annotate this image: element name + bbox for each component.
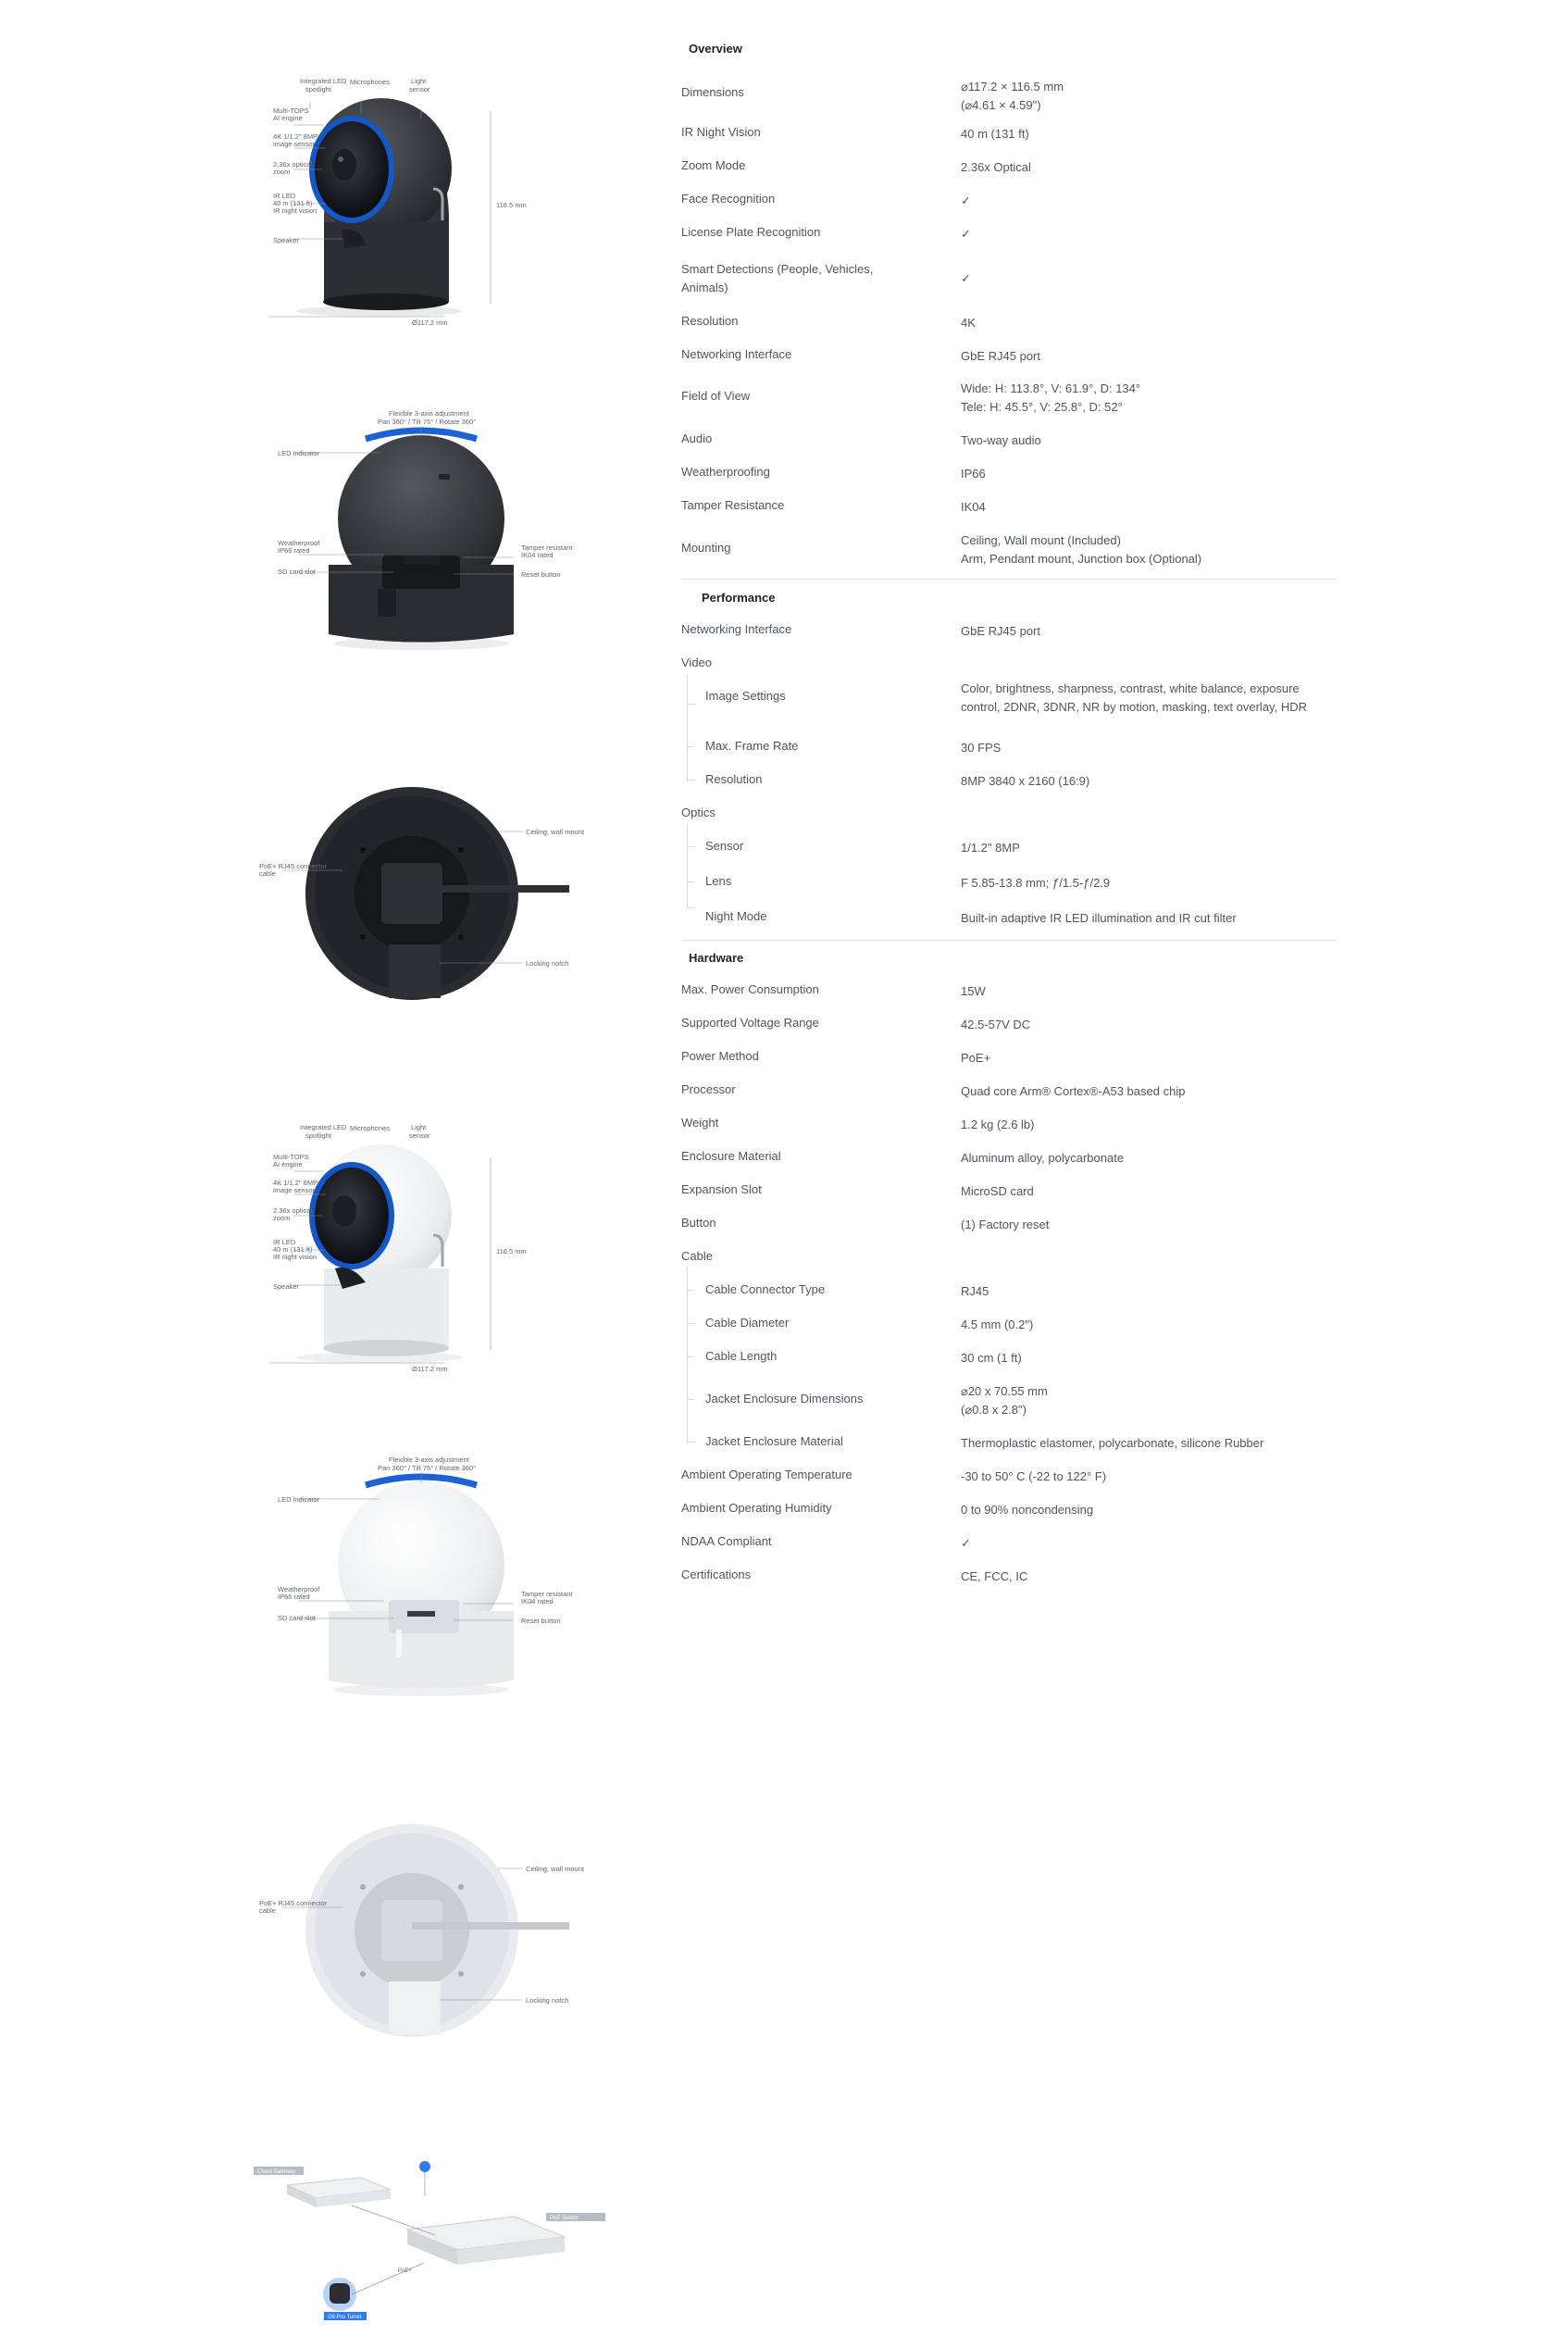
topology-gateway-label: Cloud Gateway [257,2169,296,2175]
label-locking-notch: Locking notch [526,959,569,968]
topology-camera-label: G6 Pro Turret [328,2315,362,2320]
section-title-performance: Performance [702,591,776,605]
label-light-sensor: Light [411,77,427,85]
svg-text:Speaker: Speaker [273,1282,299,1291]
svg-text:Microphones: Microphones [350,1124,390,1132]
video-tree-line [687,674,688,780]
svg-text:Pan 360° / Tilt 75° / Rotate 3: Pan 360° / Tilt 75° / Rotate 360° [378,418,477,426]
section-title-hardware: Hardware [689,951,744,965]
network-topology-figure [250,2157,620,2324]
svg-text:Ø117.2 mm: Ø117.2 mm [412,1365,448,1373]
svg-text:Pan 360° / Tilt 75° / Rotate 3: Pan 360° / Tilt 75° / Rotate 360° [378,1464,477,1472]
dark-camera-back-figure [259,409,574,657]
svg-text:Light: Light [411,1123,427,1131]
section-divider [681,579,1337,580]
label-height: 116.5 mm [496,201,527,209]
svg-text:116.5 mm: 116.5 mm [496,1247,527,1255]
svg-text:spotlight: spotlight [305,1131,331,1140]
label-led-spotlight: Integrated LED [300,77,347,85]
svg-text:IP66 rated: IP66 rated [278,1593,310,1601]
svg-text:sensor: sensor [409,85,430,94]
svg-text:Ceiling, wall mount: Ceiling, wall mount [526,1865,584,1873]
svg-text:sensor: sensor [409,1131,430,1140]
topology-switch-label: PoE Switch [550,2216,579,2221]
svg-text:4K 1/1.2" 8MP: 4K 1/1.2" 8MP [273,1179,318,1187]
svg-text:Tamper resistant: Tamper resistant [521,1590,573,1598]
label-weatherproof: Weatherproof [278,539,320,547]
dark-camera-front-figure [259,65,574,327]
svg-text:40 m (131 ft): 40 m (131 ft) [273,1245,313,1254]
svg-text:Multi-TOPS: Multi-TOPS [273,1153,309,1161]
svg-text:cable: cable [259,1906,276,1915]
svg-text:Integrated LED: Integrated LED [300,1123,347,1131]
dark-camera-bottom-figure [250,778,583,1018]
svg-text:SD card slot: SD card slot [278,1614,316,1622]
svg-text:zoom: zoom [273,168,291,176]
white-camera-bottom-figure [250,1815,583,2055]
svg-text:40 m (131 ft): 40 m (131 ft) [273,199,313,207]
topology-port-label: PoE+ [398,2268,412,2274]
svg-text:Flexible 3-axis adjustment: Flexible 3-axis adjustment [389,1455,469,1464]
optics-tree-line [687,824,688,907]
svg-text:IR night vision: IR night vision [273,1253,317,1261]
label-speaker: Speaker [273,236,299,244]
label-ceiling-mount: Ceiling, wall mount [526,828,584,836]
svg-text:IR night vision: IR night vision [273,206,317,215]
white-camera-back-figure [259,1455,574,1704]
label-led-indicator: LED indicator [278,449,320,457]
svg-text:IK04 rated: IK04 rated [521,1597,554,1605]
svg-text:AI engine: AI engine [273,114,303,122]
svg-text:spotlight: spotlight [305,85,331,94]
svg-text:2.36x optical: 2.36x optical [273,1206,313,1215]
svg-text:image sensor: image sensor [273,140,316,148]
svg-text:AI engine: AI engine [273,1160,303,1168]
svg-text:Locking notch: Locking notch [526,1996,569,2005]
label-adjustment: Flexible 3-axis adjustment [389,409,469,418]
section-title-overview: Overview [689,42,742,56]
label-tamper: Tamper resistant [521,543,573,552]
label-image-sensor: 4K 1/1.2" 8MP [273,132,318,141]
svg-text:PoE+ RJ45 connector: PoE+ RJ45 connector [259,1899,328,1907]
label-diameter: Ø117.2 mm [412,319,448,327]
svg-text:zoom: zoom [273,1214,291,1222]
label-reset: Reset button [521,570,561,579]
svg-text:IP66 rated: IP66 rated [278,546,310,555]
svg-text:cable: cable [259,869,276,878]
svg-text:IK04 rated: IK04 rated [521,551,554,559]
label-ir-led: IR LED [273,192,296,200]
label-microphones: Microphones [350,78,390,86]
svg-text:LED indicator: LED indicator [278,1495,320,1504]
white-camera-front-figure [259,1111,574,1373]
svg-text:image sensor: image sensor [273,1186,316,1194]
svg-text:Weatherproof: Weatherproof [278,1585,320,1593]
product-images-column [0,0,648,2336]
label-sd-slot: SD card slot [278,568,316,576]
cable-tree-line [687,1268,688,1442]
label-optical-zoom: 2.36x optical [273,160,313,169]
section-divider [681,940,1337,941]
label-ai-engine: Multi-TOPS [273,106,309,115]
svg-text:Reset button: Reset button [521,1617,561,1625]
label-poe-cable: PoE+ RJ45 connector [259,862,328,870]
svg-text:IR LED: IR LED [273,1238,296,1246]
